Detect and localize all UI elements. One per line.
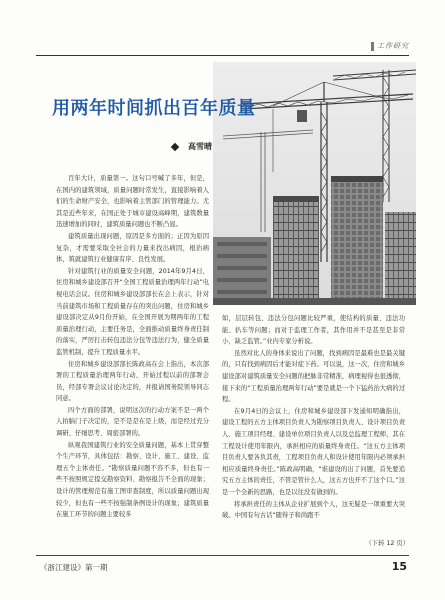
journal-name: 《浙江建设》第一期 <box>40 563 108 572</box>
paragraph: 四个方面的部署，说明这次的行动方案不是一两个人拍脑门子决定的，是不是是在是上级，而是经过充分调研、仔细思考、周密部署的。 <box>56 406 209 438</box>
paragraph: 建筑质量出现问题，原因是多方面的；正因为原因复杂，才需要采取全社会的力量来找出病因，根治病体，筑就建筑行业健康有序、良性发展。 <box>56 232 209 264</box>
continued-note: （下转 12 页） <box>365 540 409 547</box>
paragraph: 针对建筑行业的质量安全问题，2014年9月4日，住房和城乡建设部召开“全国工程质量治理两年行动”电视电话会议。住房和城乡建设部部长在会上表示，针对当前建筑市场和工程质量存在的突出问题，住房和城乡建设部决定从9月份开始，在全国开展为期两年的工程质量治理行动，主要任务是，全面推动质量终身责任制的落实，严厉打击转包违法分包等违法行为，健全质量监管机制，提升工程质量水平。 <box>56 267 209 356</box>
paragraph: 虽然对比人的身体来说出了问题，找到病因是最难也是最关键的，只有找到病因后才能对症下药。可以说，这一次，住房和城乡建设部对建筑质量安全问题的把脉非常精准，病理视得也很透彻，接下来的“工程质量治理两年行动”要是就是一个下猛药治大病的过程。 <box>222 349 405 404</box>
author-byline <box>172 141 212 152</box>
body-column-right <box>222 313 405 522</box>
header-rule <box>36 55 409 56</box>
section-tag-label: 工作研究 <box>377 42 409 50</box>
author-name: 高雪晴 <box>188 142 212 151</box>
article-title: 用两年时间抓出百年质量 <box>52 98 256 119</box>
paragraph: 将承担责任的主体从企业扩展到个人，这无疑是一项重要大突破。中国有句古话“随得子和尚跑不 <box>222 500 405 520</box>
body-column-left <box>56 173 209 521</box>
paragraph: 如，层层转包、违法分包问题比较严重，使结构的质量、违法功能、扒车等问题；而对于监理工作者，其作用并不是甚至是非常小，缺乏监管。”业内专家分析说。 <box>222 315 405 346</box>
page-number: 15 <box>391 560 407 573</box>
footer-rule <box>36 555 409 556</box>
paragraph: 在9月4日的会议上，住房和城乡建设部下发通知明确指出，建设工程的五方主体项目负责人为勘察项目负责人、设计项目负责人、施工项目经理、建设单位项目负责人以及总监理工程师，其在工程设计使用年限内，承担相应的质量终身责任。“这五方主体项目负责人要各负其责，工程项目负责人和设计使用年限内必须承担相应质量终身责任。”陈政高明确，“谁建设的出了问题，首先要追究五方主体的责任，不管是管什么人，这五方也开不了这个口。”这是一个全新的思路，也是以往没有做到的。 <box>222 407 405 496</box>
section-tag-bar <box>371 42 374 51</box>
paragraph: 纵观我国建筑行业的安全质量问题，基本上贯穿整个生产环节，具体包括：勘察、设计、施工、建设、监理五个主体责任。“勘察质量问题不容不多，但也有一些不按照规定提交勘察资料、勘察报告不全面的现象；设计的管理规范有施工图审查制度，所以质量问题出现较少，但也有一些不按强制条例设计的现象；建筑质量在施工环节的问题主要较多 <box>56 441 209 519</box>
paragraph: 百年大计，质量第一。这句口号喊了多年，但是，在国内的建筑领域，质量问题时常发生，直接影响着人们的生命财产安全，也影响着主管部门的管理能力。尤其是近些年来，在国正处于城市建设高峰期，建筑数量迅速增加的同时，建筑质量问题也不断凸显。 <box>56 175 209 229</box>
diamond-bullet-icon <box>171 142 179 150</box>
paragraph: 住房和城乡建设部部长陈政高在会上指出，本次部署的工程质量治理两年行动，开始过程以前的部署会员，经部专署会议讨论决定的，并报请国务院领导同志同意。 <box>56 360 209 403</box>
section-tag <box>371 40 409 52</box>
